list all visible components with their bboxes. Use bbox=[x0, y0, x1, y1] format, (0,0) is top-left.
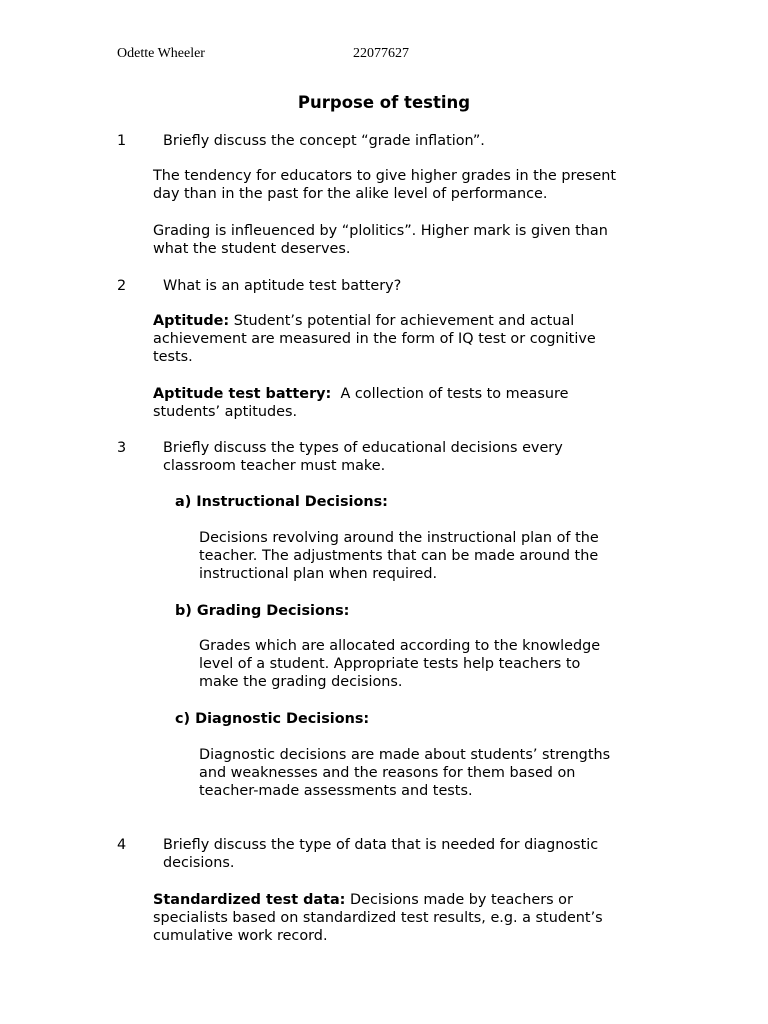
body-line: Decisions revolving around the instructional plan of the bbox=[199, 530, 599, 546]
aptitude-term: Aptitude: bbox=[153, 313, 230, 329]
question-line: Briefly discuss the types of educational decisions every bbox=[163, 440, 563, 456]
aptitude-definition bbox=[153, 312, 596, 367]
standardized-term: Standardized test data: bbox=[153, 892, 346, 908]
question-line: classroom teacher must make. bbox=[163, 458, 386, 475]
question-3-number: 3 bbox=[117, 440, 127, 456]
question-3-text bbox=[163, 439, 563, 475]
grading-decisions-body bbox=[199, 637, 600, 692]
body-line: teacher-made assessments and tests. bbox=[199, 783, 473, 800]
definition-line: achievement are measured in the form of IQ test or cognitive bbox=[153, 331, 596, 348]
battery-term: Aptitude test battery: bbox=[153, 386, 332, 402]
definition-text: Student’s potential for achievement and actual bbox=[229, 313, 575, 329]
question-line: Briefly discuss the type of data that is needed for diagnostic bbox=[163, 837, 599, 853]
question-1-answer-1 bbox=[153, 167, 616, 203]
body-line: level of a student. Appropriate tests help teachers to bbox=[199, 656, 581, 673]
diagnostic-decisions-body bbox=[199, 746, 610, 801]
definition-line bbox=[153, 312, 596, 330]
definition-line: cumulative work record. bbox=[153, 928, 328, 945]
question-1-text: Briefly discuss the concept “grade inflation”. bbox=[163, 133, 485, 149]
question-2-number: 2 bbox=[117, 278, 127, 294]
grading-decisions-heading: b) Grading Decisions: bbox=[175, 603, 350, 619]
answer-line: day than in the past for the alike level of performance. bbox=[153, 186, 548, 203]
answer-line: what the student deserves. bbox=[153, 241, 351, 258]
definition-line: specialists based on standardized test results, e.g. a student’s bbox=[153, 910, 603, 927]
body-line: and weaknesses and the reasons for them based on bbox=[199, 765, 576, 782]
body-line: Grades which are allocated according to the knowledge bbox=[199, 638, 601, 654]
answer-line: Grading is infleuenced by “plolitics”. Higher mark is given than bbox=[153, 223, 608, 239]
student-number: 22077627 bbox=[353, 46, 409, 61]
diagnostic-decisions-heading: c) Diagnostic Decisions: bbox=[175, 711, 370, 727]
question-4-text bbox=[163, 836, 598, 872]
instructional-decisions-heading: a) Instructional Decisions: bbox=[175, 494, 388, 510]
body-line: teacher. The adjustments that can be made around the bbox=[199, 548, 599, 565]
definition-line: tests. bbox=[153, 349, 193, 366]
question-1-number: 1 bbox=[117, 133, 127, 149]
body-line: make the grading decisions. bbox=[199, 674, 403, 691]
aptitude-battery-definition bbox=[153, 385, 568, 421]
definition-line: students’ aptitudes. bbox=[153, 404, 298, 421]
definition-text: Decisions made by teachers or bbox=[345, 892, 573, 908]
body-line: instructional plan when required. bbox=[199, 566, 438, 583]
question-2-text: What is an aptitude test battery? bbox=[163, 278, 402, 294]
definition-line bbox=[153, 891, 603, 909]
question-line: decisions. bbox=[163, 855, 235, 872]
standardized-test-data-definition bbox=[153, 891, 603, 946]
definition-line bbox=[153, 385, 568, 403]
instructional-decisions-body bbox=[199, 529, 599, 584]
page-title: Purpose of testing bbox=[297, 93, 471, 112]
body-line: Diagnostic decisions are made about students’ strengths bbox=[199, 747, 611, 763]
definition-text: A collection of tests to measure bbox=[331, 386, 569, 402]
answer-line: The tendency for educators to give higher grades in the present bbox=[153, 168, 617, 184]
question-1-answer-2 bbox=[153, 222, 608, 258]
question-4-number: 4 bbox=[117, 837, 127, 853]
author-name: Odette Wheeler bbox=[117, 46, 205, 61]
